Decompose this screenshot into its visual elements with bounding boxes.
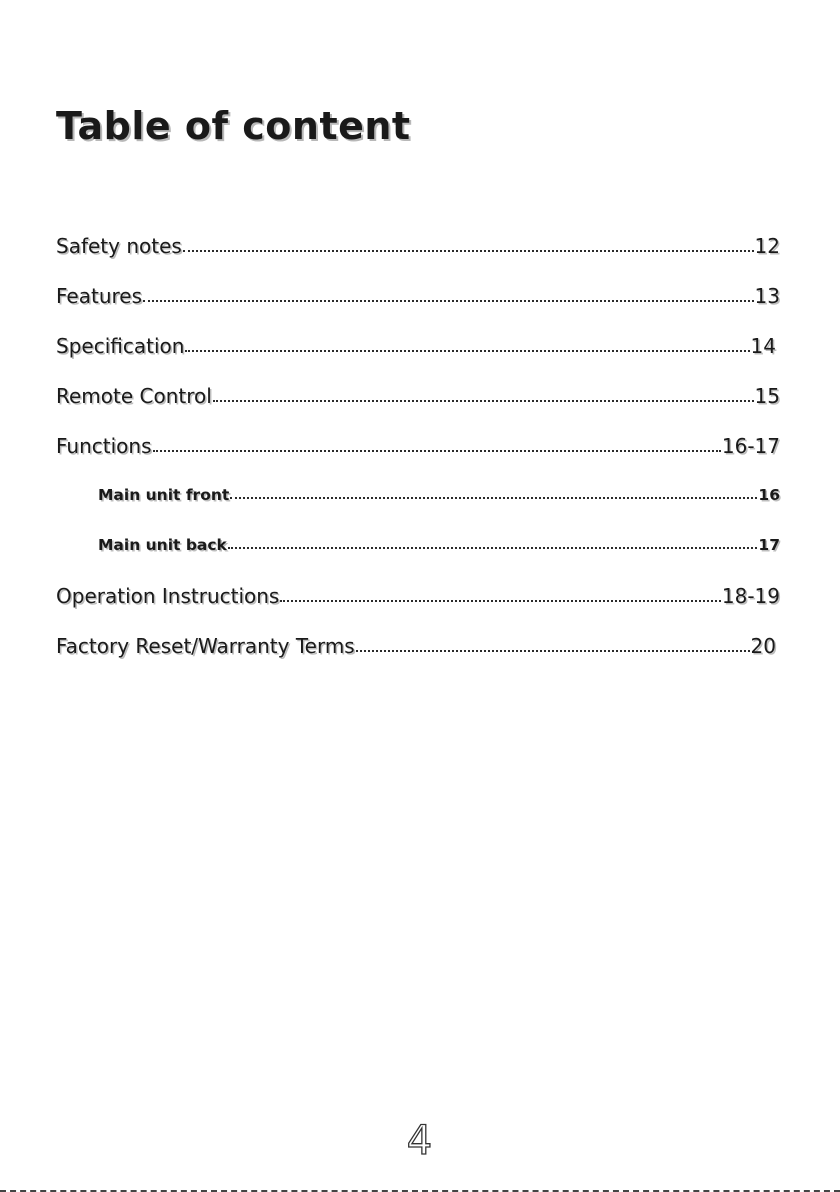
dot-leader <box>213 396 754 402</box>
page-title: Table of content <box>56 104 411 148</box>
toc-entry-page: 18-19 <box>721 584 780 608</box>
toc-entry-label: Factory Reset/Warranty Terms <box>56 634 355 658</box>
toc-entry-page: 15 <box>754 384 780 408</box>
bottom-dashed-rule <box>0 1187 840 1192</box>
dot-leader <box>228 543 758 549</box>
toc-entry-label: Remote Control <box>56 384 212 408</box>
dot-leader <box>153 446 721 452</box>
toc-entry-page: 20 <box>750 634 776 658</box>
toc-entry-main-unit-front[interactable] <box>98 486 780 504</box>
toc-entry-label: Operation Instructions <box>56 584 280 608</box>
toc-entry-remote-control[interactable] <box>56 384 780 408</box>
dot-leader <box>280 596 721 602</box>
toc-entry-functions[interactable] <box>56 434 780 458</box>
toc-entry-page: 17 <box>758 536 780 554</box>
dot-leader <box>185 346 749 352</box>
toc-entry-main-unit-back[interactable] <box>98 536 780 554</box>
toc-entry-label: Main unit front <box>98 486 230 504</box>
dot-leader <box>356 646 750 652</box>
dot-leader <box>143 296 754 302</box>
toc-entry-operation-instructions[interactable] <box>56 584 780 608</box>
toc-entry-label: Main unit back <box>98 536 227 554</box>
toc-entry-label: Safety notes <box>56 234 182 258</box>
toc-entry-page: 16-17 <box>721 434 780 458</box>
toc-entry-page: 13 <box>754 284 780 308</box>
toc-entry-safety-notes[interactable] <box>56 234 780 258</box>
dot-leader <box>230 493 757 499</box>
page-number: 4 <box>406 1118 434 1164</box>
toc-entry-label: Specification <box>56 334 185 358</box>
toc-entry-factory-reset-warranty-terms[interactable] <box>56 634 776 658</box>
toc-entry-page: 14 <box>750 334 776 358</box>
toc-entry-page: 12 <box>754 234 780 258</box>
toc-entry-page: 16 <box>758 486 780 504</box>
toc-entry-features[interactable] <box>56 284 780 308</box>
dot-leader <box>183 246 754 252</box>
toc-entry-specification[interactable] <box>56 334 776 358</box>
toc-entry-label: Features <box>56 284 142 308</box>
toc-entry-label: Functions <box>56 434 152 458</box>
